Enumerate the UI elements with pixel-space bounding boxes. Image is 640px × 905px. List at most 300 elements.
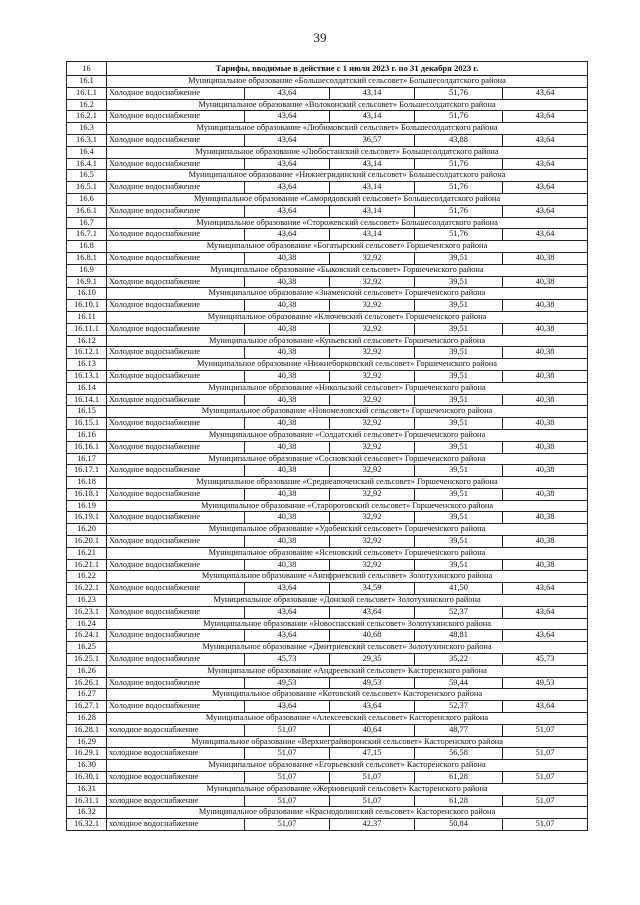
- tariff-value: 50,84: [415, 819, 503, 831]
- tariff-value: 39,51: [415, 394, 503, 406]
- tariff-row: [67, 819, 588, 831]
- service-name: Холодное водоснабжение: [107, 347, 245, 359]
- service-name: Холодное водоснабжение: [107, 677, 245, 689]
- tariff-value: 51,07: [245, 748, 330, 760]
- municipality-name: Муниципальное образование «Алексеевский сельсовет» Касторенского района: [107, 713, 588, 725]
- tariff-value: 43,64: [245, 182, 330, 194]
- tariff-value: 40,38: [245, 559, 330, 571]
- row-number: 16.7: [67, 217, 107, 229]
- row-number: 16.28: [67, 713, 107, 725]
- tariff-row: [67, 111, 588, 123]
- row-number: 16.22: [67, 571, 107, 583]
- tariff-row: [67, 205, 588, 217]
- municipality-name: Муниципальное образование «Любостанский сельсовет» Большесолдатского района: [107, 146, 588, 158]
- tariff-value: 43,64: [245, 111, 330, 123]
- service-name: Холодное водоснабжение: [107, 323, 245, 335]
- tariff-row: [67, 158, 588, 170]
- tariff-row: [67, 724, 588, 736]
- tariff-value: 43,64: [503, 229, 588, 241]
- service-name: холодное водоснабжение: [107, 819, 245, 831]
- row-number: 16.6: [67, 193, 107, 205]
- tariff-value: 51,07: [330, 772, 415, 784]
- tariff-row: [67, 323, 588, 335]
- tariff-value: 40,38: [245, 276, 330, 288]
- tariff-row: [67, 441, 588, 453]
- tariff-value: 51,07: [245, 795, 330, 807]
- municipality-row: [67, 736, 588, 748]
- service-name: Холодное водоснабжение: [107, 559, 245, 571]
- municipality-row: [67, 453, 588, 465]
- tariff-row: [67, 795, 588, 807]
- tariff-value: 48,81: [415, 630, 503, 642]
- tariff-value: 51,76: [415, 87, 503, 99]
- sub-row-number: 16.30.1: [67, 772, 107, 784]
- municipality-name: Муниципальное образование «Донской сельсовет» Золотухинского района: [107, 595, 588, 607]
- municipality-row: [67, 359, 588, 371]
- row-number: 16.30: [67, 760, 107, 772]
- municipality-row: [67, 689, 588, 701]
- tariff-value: 40,38: [245, 394, 330, 406]
- service-name: Холодное водоснабжение: [107, 205, 245, 217]
- tariff-value: 40,38: [245, 370, 330, 382]
- tariff-value: 32,92: [330, 512, 415, 524]
- row-number: 16.11: [67, 311, 107, 323]
- municipality-row: [67, 500, 588, 512]
- service-name: холодное водоснабжение: [107, 795, 245, 807]
- tariff-value: 40,38: [503, 394, 588, 406]
- municipality-name: Муниципальное образование «Верхнеграйворонский сельсовет» Касторенского района: [107, 736, 588, 748]
- tariff-value: 43,64: [245, 701, 330, 713]
- row-number: 16.8: [67, 241, 107, 253]
- tariff-value: 43,64: [245, 630, 330, 642]
- section-number: 16: [67, 62, 107, 76]
- tariff-value: 39,51: [415, 347, 503, 359]
- tariff-value: 40,38: [245, 488, 330, 500]
- tariff-value: 39,51: [415, 370, 503, 382]
- service-name: Холодное водоснабжение: [107, 276, 245, 288]
- tariff-row: [67, 701, 588, 713]
- municipality-name: Муниципальное образование «Нижнеборковский сельсовет» Горшеченского района: [107, 359, 588, 371]
- service-name: Холодное водоснабжение: [107, 158, 245, 170]
- municipality-row: [67, 123, 588, 135]
- tariff-value: 43,14: [330, 182, 415, 194]
- municipality-row: [67, 335, 588, 347]
- tariff-value: 43,64: [503, 158, 588, 170]
- tariff-value: 61,28: [415, 795, 503, 807]
- tariff-value: 43,64: [330, 701, 415, 713]
- tariff-value: 40,38: [503, 370, 588, 382]
- tariff-value: 51,76: [415, 229, 503, 241]
- row-number: 16.24: [67, 618, 107, 630]
- tariff-value: 40,38: [503, 252, 588, 264]
- tariff-value: 51,07: [245, 819, 330, 831]
- municipality-row: [67, 217, 588, 229]
- municipality-name: Муниципальное образование «Солдатский сельсовет» Горшеченского района: [107, 429, 588, 441]
- service-name: холодное водоснабжение: [107, 748, 245, 760]
- row-number: 16.29: [67, 736, 107, 748]
- municipality-name: Муниципальное образование «Новомеловский сельсовет» Горшеченского района: [107, 406, 588, 418]
- service-name: Холодное водоснабжение: [107, 536, 245, 548]
- tariff-value: 34,59: [330, 583, 415, 595]
- tariff-row: [67, 677, 588, 689]
- service-name: Холодное водоснабжение: [107, 252, 245, 264]
- tariff-row: [67, 748, 588, 760]
- tariff-value: 40,64: [330, 724, 415, 736]
- tariff-value: 40,38: [503, 276, 588, 288]
- tariff-value: 45,73: [245, 654, 330, 666]
- tariff-value: 61,28: [415, 772, 503, 784]
- municipality-name: Муниципальное образование «Удобенский сельсовет» Горшеченского района: [107, 524, 588, 536]
- municipality-name: Муниципальное образование «Любимовский сельсовет» Большесолдатского района: [107, 123, 588, 135]
- municipality-row: [67, 76, 588, 88]
- service-name: Холодное водоснабжение: [107, 583, 245, 595]
- service-name: Холодное водоснабжение: [107, 134, 245, 146]
- sub-row-number: 16.32.1: [67, 819, 107, 831]
- tariff-value: 40,38: [503, 559, 588, 571]
- municipality-name: Муниципальное образование «Большесолдатский сельсовет» Большесолдатского района: [107, 76, 588, 88]
- sub-row-number: 16.12.1: [67, 347, 107, 359]
- tariff-row: [67, 630, 588, 642]
- tariff-value: 43,64: [245, 583, 330, 595]
- tariff-value: 32,92: [330, 441, 415, 453]
- row-number: 16.17: [67, 453, 107, 465]
- sub-row-number: 16.20.1: [67, 536, 107, 548]
- municipality-name: Муниципальное образование «Нижнегридинский сельсовет» Большесолдатского района: [107, 170, 588, 182]
- tariff-value: 39,51: [415, 488, 503, 500]
- tariff-row: [67, 512, 588, 524]
- tariff-value: 45,73: [503, 654, 588, 666]
- tariff-row: [67, 182, 588, 194]
- tariff-row: [67, 488, 588, 500]
- tariff-value: 40,38: [245, 418, 330, 430]
- tariff-value: 40,38: [245, 441, 330, 453]
- tariff-value: 43,14: [330, 229, 415, 241]
- row-number: 16.15: [67, 406, 107, 418]
- municipality-name: Муниципальное образование «Сторожевский сельсовет» Большесолдатского района: [107, 217, 588, 229]
- tariff-value: 32,92: [330, 559, 415, 571]
- municipality-row: [67, 406, 588, 418]
- tariff-value: 40,38: [503, 300, 588, 312]
- municipality-name: Муниципальное образование «Андреевский сельсовет» Касторенского района: [107, 665, 588, 677]
- tariff-row: [67, 347, 588, 359]
- municipality-row: [67, 170, 588, 182]
- tariff-value: 51,07: [330, 795, 415, 807]
- municipality-name: Муниципальное образование «Знаменский сельсовет» Горшеченского района: [107, 288, 588, 300]
- page-number: 39: [313, 30, 327, 45]
- tariff-row: [67, 583, 588, 595]
- tariff-value: 51,76: [415, 205, 503, 217]
- tariff-value: 32,92: [330, 370, 415, 382]
- row-number: 16.26: [67, 665, 107, 677]
- municipality-row: [67, 311, 588, 323]
- tariff-value: 43,64: [503, 583, 588, 595]
- service-name: холодное водоснабжение: [107, 772, 245, 784]
- row-number: 16.2: [67, 99, 107, 111]
- service-name: Холодное водоснабжение: [107, 465, 245, 477]
- municipality-name: Муниципальное образование «Егорьевский сельсовет» Касторенского района: [107, 760, 588, 772]
- tariff-value: 40,38: [245, 300, 330, 312]
- service-name: Холодное водоснабжение: [107, 300, 245, 312]
- municipality-row: [67, 807, 588, 819]
- tariff-value: 40,38: [503, 441, 588, 453]
- municipality-name: Муниципальное образование «Куньевский сельсовет» Горшеченского района: [107, 335, 588, 347]
- service-name: Холодное водоснабжение: [107, 87, 245, 99]
- tariff-value: 35,22: [415, 654, 503, 666]
- municipality-row: [67, 618, 588, 630]
- sub-row-number: 16.18.1: [67, 488, 107, 500]
- row-number: 16.18: [67, 477, 107, 489]
- service-name: Холодное водоснабжение: [107, 394, 245, 406]
- tariff-row: [67, 654, 588, 666]
- section-header-row: [67, 62, 588, 76]
- municipality-name: Муниципальное образование «Ключевский сельсовет» Горшеченского района: [107, 311, 588, 323]
- tariff-value: 39,51: [415, 418, 503, 430]
- sub-row-number: 16.15.1: [67, 418, 107, 430]
- municipality-row: [67, 547, 588, 559]
- municipality-name: Муниципальное образование «Жерновецкий сельсовет» Касторенского района: [107, 783, 588, 795]
- municipality-row: [67, 477, 588, 489]
- municipality-row: [67, 783, 588, 795]
- tariff-value: 39,51: [415, 536, 503, 548]
- municipality-row: [67, 760, 588, 772]
- tariff-value: 32,92: [330, 418, 415, 430]
- row-number: 16.32: [67, 807, 107, 819]
- municipality-name: Муниципальное образование «Котовский сельсовет» Касторенского района: [107, 689, 588, 701]
- tariff-value: 51,07: [503, 819, 588, 831]
- tariff-value: 56,58: [415, 748, 503, 760]
- tariff-row: [67, 252, 588, 264]
- tariff-value: 43,14: [330, 111, 415, 123]
- tariff-value: 51,07: [503, 795, 588, 807]
- tariff-value: 43,64: [503, 111, 588, 123]
- tariff-value: 40,38: [503, 347, 588, 359]
- tariff-value: 43,64: [330, 606, 415, 618]
- sub-row-number: 16.28.1: [67, 724, 107, 736]
- sub-row-number: 16.14.1: [67, 394, 107, 406]
- tariff-value: 32,92: [330, 276, 415, 288]
- service-name: Холодное водоснабжение: [107, 182, 245, 194]
- sub-row-number: 16.9.1: [67, 276, 107, 288]
- tariff-value: 47,15: [330, 748, 415, 760]
- tariff-row: [67, 300, 588, 312]
- tariff-value: 49,53: [245, 677, 330, 689]
- tariff-value: 43,64: [503, 606, 588, 618]
- tariff-value: 32,92: [330, 323, 415, 335]
- tariff-value: 40,38: [245, 323, 330, 335]
- tariff-value: 32,92: [330, 465, 415, 477]
- service-name: Холодное водоснабжение: [107, 630, 245, 642]
- tariff-value: 40,38: [245, 347, 330, 359]
- sub-row-number: 16.26.1: [67, 677, 107, 689]
- tariff-value: 40,38: [245, 512, 330, 524]
- tariff-value: 43,64: [245, 158, 330, 170]
- municipality-row: [67, 382, 588, 394]
- tariff-value: 32,92: [330, 347, 415, 359]
- tariff-value: 43,64: [245, 229, 330, 241]
- tariff-value: 51,76: [415, 182, 503, 194]
- sub-row-number: 16.23.1: [67, 606, 107, 618]
- tariff-value: 40,38: [245, 536, 330, 548]
- municipality-row: [67, 193, 588, 205]
- tariff-table: [66, 61, 588, 831]
- municipality-row: [67, 241, 588, 253]
- sub-row-number: 16.29.1: [67, 748, 107, 760]
- municipality-row: [67, 571, 588, 583]
- row-number: 16.16: [67, 429, 107, 441]
- sub-row-number: 16.4.1: [67, 158, 107, 170]
- municipality-name: Муниципальное образование «Быковский сельсовет» Горшеченского района: [107, 264, 588, 276]
- row-number: 16.13: [67, 359, 107, 371]
- tariff-value: 39,51: [415, 465, 503, 477]
- tariff-value: 42,37: [330, 819, 415, 831]
- municipality-name: Муниципальное образование «Ясеновский сельсовет» Горшеченского района: [107, 547, 588, 559]
- tariff-value: 40,38: [503, 465, 588, 477]
- sub-row-number: 16.17.1: [67, 465, 107, 477]
- sub-row-number: 16.7.1: [67, 229, 107, 241]
- tariff-value: 51,76: [415, 111, 503, 123]
- service-name: Холодное водоснабжение: [107, 701, 245, 713]
- service-name: Холодное водоснабжение: [107, 111, 245, 123]
- tariff-value: 48,77: [415, 724, 503, 736]
- tariff-value: 43,64: [245, 134, 330, 146]
- tariff-row: [67, 559, 588, 571]
- sub-row-number: 16.10.1: [67, 300, 107, 312]
- municipality-row: [67, 524, 588, 536]
- tariff-value: 43,14: [330, 205, 415, 217]
- sub-row-number: 16.31.1: [67, 795, 107, 807]
- tariff-row: [67, 418, 588, 430]
- tariff-value: 39,51: [415, 252, 503, 264]
- tariff-value: 49,53: [330, 677, 415, 689]
- row-number: 16.20: [67, 524, 107, 536]
- tariff-value: 40,68: [330, 630, 415, 642]
- municipality-name: Муниципальное образование «Богатырский сельсовет» Горшеченского района: [107, 241, 588, 253]
- sub-row-number: 16.27.1: [67, 701, 107, 713]
- row-number: 16.27: [67, 689, 107, 701]
- row-number: 16.5: [67, 170, 107, 182]
- municipality-row: [67, 288, 588, 300]
- tariff-value: 32,92: [330, 394, 415, 406]
- service-name: Холодное водоснабжение: [107, 654, 245, 666]
- sub-row-number: 16.25.1: [67, 654, 107, 666]
- sub-row-number: 16.8.1: [67, 252, 107, 264]
- row-number: 16.3: [67, 123, 107, 135]
- tariff-value: 40,38: [503, 418, 588, 430]
- tariff-row: [67, 87, 588, 99]
- tariff-value: 40,38: [245, 252, 330, 264]
- municipality-row: [67, 713, 588, 725]
- tariff-value: 43,88: [415, 134, 503, 146]
- municipality-row: [67, 642, 588, 654]
- row-number: 16.31: [67, 783, 107, 795]
- tariff-value: 39,51: [415, 276, 503, 288]
- municipality-name: Муниципальное образование «Никольский сельсовет» Горшеченского района: [107, 382, 588, 394]
- sub-row-number: 16.16.1: [67, 441, 107, 453]
- row-number: 16.23: [67, 595, 107, 607]
- service-name: Холодное водоснабжение: [107, 441, 245, 453]
- sub-row-number: 16.24.1: [67, 630, 107, 642]
- municipality-name: Муниципальное образование «Анпфриевский сельсовет» Золотухинского района: [107, 571, 588, 583]
- tariff-value: 59,44: [415, 677, 503, 689]
- tariff-value: 41,50: [415, 583, 503, 595]
- tariff-value: 32,92: [330, 252, 415, 264]
- tariff-value: 43,64: [245, 205, 330, 217]
- tariff-value: 40,38: [503, 536, 588, 548]
- tariff-value: 43,64: [503, 182, 588, 194]
- row-number: 16.10: [67, 288, 107, 300]
- tariff-row: [67, 276, 588, 288]
- municipality-row: [67, 665, 588, 677]
- tariff-value: 43,64: [245, 87, 330, 99]
- service-name: Холодное водоснабжение: [107, 370, 245, 382]
- tariff-value: 39,51: [415, 512, 503, 524]
- municipality-name: Муниципальное образование «Краснодолинский сельсовет» Касторенского района: [107, 807, 588, 819]
- municipality-row: [67, 146, 588, 158]
- sub-row-number: 16.19.1: [67, 512, 107, 524]
- row-number: 16.25: [67, 642, 107, 654]
- sub-row-number: 16.3.1: [67, 134, 107, 146]
- tariff-value: 51,07: [245, 772, 330, 784]
- section-title: Тарифы, вводимые в действие с 1 июля 2023 г. по 31 декабря 2023 г.: [107, 62, 588, 76]
- municipality-name: Муниципальное образование «Сосновский сельсовет» Горшеченского района: [107, 453, 588, 465]
- tariff-value: 51,07: [503, 724, 588, 736]
- tariff-value: 43,64: [503, 630, 588, 642]
- tariff-row: [67, 394, 588, 406]
- municipality-name: Муниципальное образование «Саморядовский сельсовет» Большесолдатского района: [107, 193, 588, 205]
- tariff-value: 43,14: [330, 158, 415, 170]
- tariff-value: 43,64: [503, 134, 588, 146]
- row-number: 16.12: [67, 335, 107, 347]
- tariff-row: [67, 229, 588, 241]
- tariff-value: 40,38: [503, 488, 588, 500]
- tariff-row: [67, 772, 588, 784]
- tariff-value: 32,92: [330, 488, 415, 500]
- service-name: Холодное водоснабжение: [107, 418, 245, 430]
- tariff-value: 36,57: [330, 134, 415, 146]
- tariff-value: 43,64: [503, 87, 588, 99]
- tariff-value: 43,64: [245, 606, 330, 618]
- tariff-value: 43,14: [330, 87, 415, 99]
- tariff-value: 52,37: [415, 701, 503, 713]
- tariff-row: [67, 606, 588, 618]
- sub-row-number: 16.21.1: [67, 559, 107, 571]
- service-name: холодное водоснабжение: [107, 724, 245, 736]
- municipality-row: [67, 99, 588, 111]
- tariff-value: 51,07: [503, 772, 588, 784]
- municipality-name: Муниципальное образование «Дмитриевский сельсовет» Золотухинского района: [107, 642, 588, 654]
- tariff-value: 43,64: [503, 701, 588, 713]
- tariff-value: 52,37: [415, 606, 503, 618]
- row-number: 16.19: [67, 500, 107, 512]
- municipality-row: [67, 264, 588, 276]
- tariff-value: 51,07: [245, 724, 330, 736]
- tariff-value: 39,51: [415, 323, 503, 335]
- row-number: 16.14: [67, 382, 107, 394]
- service-name: Холодное водоснабжение: [107, 488, 245, 500]
- municipality-name: Муниципальное образование «Волоконский сельсовет» Большесолдатского района: [107, 99, 588, 111]
- sub-row-number: 16.13.1: [67, 370, 107, 382]
- tariff-value: 40,38: [503, 512, 588, 524]
- tariff-value: 32,92: [330, 300, 415, 312]
- tariff-value: 51,07: [503, 748, 588, 760]
- sub-row-number: 16.5.1: [67, 182, 107, 194]
- municipality-name: Муниципальное образование «Старороговский сельсовет» Горшеченского района: [107, 500, 588, 512]
- row-number: 16.21: [67, 547, 107, 559]
- tariff-value: 39,51: [415, 559, 503, 571]
- municipality-name: Муниципальное образование «Новоспасский сельсовет» Золотухинского района: [107, 618, 588, 630]
- sub-row-number: 16.6.1: [67, 205, 107, 217]
- tariff-row: [67, 370, 588, 382]
